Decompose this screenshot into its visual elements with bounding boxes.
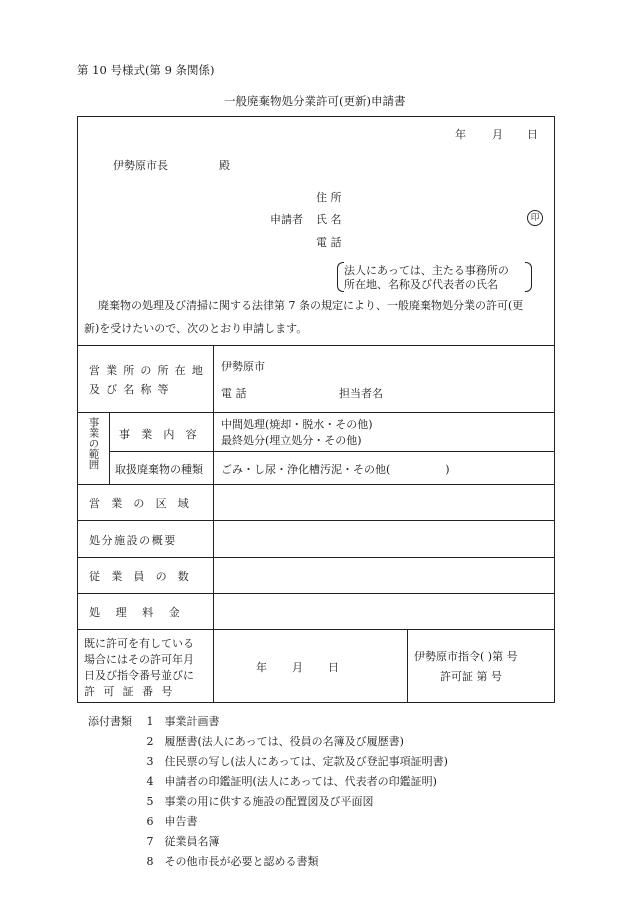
attachment-item: [143, 853, 319, 869]
phone-label: 電 話: [316, 236, 342, 249]
attachment-text: 申告書: [164, 815, 198, 828]
statement-line1: 廃棄物の処理及び清掃に関する法律第 7 条の規定により、一般廃棄物処分業の許可(更: [98, 299, 524, 312]
statement-line2: 新)を受けたいので、次のとおり申請します。: [84, 322, 308, 335]
note-bracket-right: [525, 262, 532, 292]
frame-left: [77, 116, 78, 703]
row-line: [77, 412, 555, 413]
attachment-item: [143, 733, 404, 749]
attachment-text: 事業の用に供する施設の配置図及び平面図: [164, 795, 374, 808]
attachment-item: [143, 813, 198, 829]
existing-permit-label-1: 既に許可を有している: [84, 637, 194, 650]
business-content-line1: 中間処理(焼却・脱水・その他): [221, 418, 373, 431]
corp-note-line1: 法人にあっては、主たる事務所の: [344, 264, 509, 277]
business-location-city: 伊勢原市: [221, 360, 265, 373]
note-bracket-left: [337, 262, 344, 292]
attachment-text: 事業計画書: [164, 715, 220, 728]
business-location-phone: 電 話: [221, 387, 247, 400]
applicant-label: 申請者: [270, 213, 303, 226]
attachment-text: 従業員名簿: [164, 835, 220, 848]
form-number: 第 10 号様式(第 9 条関係): [77, 63, 215, 77]
attachment-text: その他市長が必要と認める書類: [164, 855, 319, 868]
business-area-label: 営 業 の 区 域: [89, 497, 193, 510]
permit-year: 年: [256, 661, 267, 674]
addressee: 伊勢原市長: [113, 159, 168, 172]
attachment-item: [143, 713, 220, 729]
corp-note-line2: 所在地、名称及び代表者の氏名: [344, 278, 498, 291]
attachment-item: [143, 793, 374, 809]
honorific: 殿: [219, 159, 230, 172]
frame-bottom: [77, 702, 555, 703]
attachment-item: [143, 753, 448, 769]
attachment-number: 5: [146, 795, 154, 808]
business-content-line2: 最終処分(埋立処分・その他): [221, 434, 362, 447]
address-label: 住 所: [316, 191, 342, 204]
attachment-number: 1: [146, 715, 154, 728]
col-divider: [213, 345, 214, 702]
attachment-item: [143, 833, 220, 849]
row-line: [77, 629, 555, 630]
permit-cert: 許可証 第 号: [440, 670, 502, 683]
permit-order: 伊勢原市指令( )第 号: [414, 650, 518, 663]
attachment-text: 申請者の印鑑証明(法人にあっては、代表者の印鑑証明): [164, 775, 437, 788]
attachment-number: 6: [146, 815, 154, 828]
facility-label: 処分施設の概要: [89, 534, 177, 547]
form-title: 一般廃棄物処分業許可(更新)申請書: [224, 94, 406, 108]
frame-right: [554, 116, 555, 703]
row-line: [77, 520, 555, 521]
attachment-number: 7: [146, 835, 154, 848]
row-line: [109, 451, 555, 452]
permit-month: 月: [292, 661, 303, 674]
attachments-heading: 添付書類: [88, 715, 132, 728]
date-day: 日: [527, 128, 538, 141]
waste-type-value: ごみ・し尿・浄化槽汚泥・その他( ): [221, 463, 450, 476]
row-line: [77, 557, 555, 558]
permit-day: 日: [328, 661, 339, 674]
waste-type-label: 取扱廃棄物の種類: [115, 463, 203, 476]
business-location-label-2: 及 び 名 称 等: [89, 383, 170, 396]
business-location-label-1: 営 業 所 の 所 在 地: [89, 364, 205, 377]
business-location-contact: 担当者名: [339, 387, 383, 400]
row-line: [77, 345, 555, 346]
attachment-text: 住民票の写し(法人にあっては、定款及び登記事項証明書): [164, 755, 448, 768]
date-month: 月: [492, 128, 503, 141]
col-divider-permit: [407, 629, 408, 702]
attachment-number: 8: [146, 855, 154, 868]
col-divider-scope: [109, 412, 110, 484]
name-label: 氏 名: [316, 213, 342, 226]
existing-permit-label-2: 場合にはその許可年月: [84, 653, 194, 666]
row-line: [77, 484, 555, 485]
row-line: [77, 593, 555, 594]
employees-label: 従 業 員 の 数: [89, 570, 193, 583]
fee-label: 処 理 料 金: [89, 606, 186, 619]
date-year: 年: [455, 128, 466, 141]
attachment-text: 履歴書(法人にあっては、役員の名簿及び履歴書): [164, 735, 404, 748]
existing-permit-label-3: 日及び指令番号並びに: [84, 669, 194, 682]
seal-mark: 印: [527, 210, 543, 226]
existing-permit-label-4: 許 可 証 番 号: [84, 685, 175, 698]
scope-label: 事業の範囲: [87, 417, 100, 470]
attachment-number: 3: [146, 755, 154, 768]
attachment-item: [143, 773, 437, 789]
business-content-label: 事 業 内 容: [119, 428, 201, 441]
frame-top: [77, 116, 555, 117]
attachment-number: 2: [146, 735, 154, 748]
attachment-number: 4: [146, 775, 154, 788]
